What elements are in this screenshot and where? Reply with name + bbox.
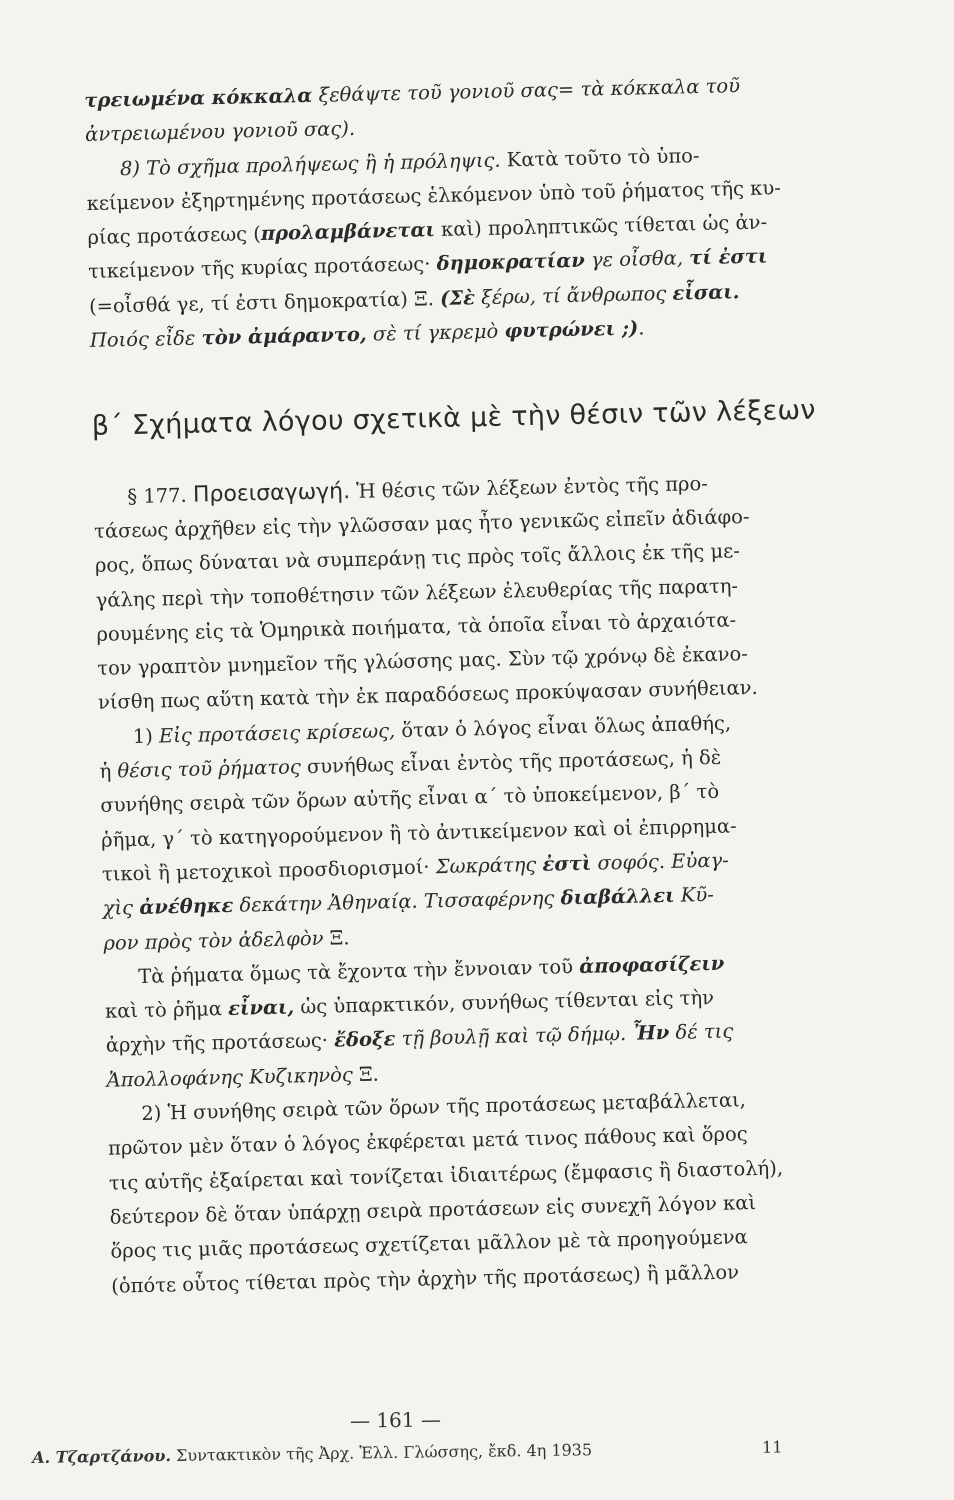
footer-title: Συντακτικὸν τῆς Ἀρχ. Ἑλλ. Γλώσσης, ἔκδ. 4η 1935	[170, 1440, 593, 1466]
text-segment: ἀρχὴν τῆς προτάσεως·	[105, 1028, 335, 1058]
text-segment: τις αὐτῆς ἐξαίρεται καὶ τονίζεται ἰδιαιτέρως (ἔμφασις ἢ διαστολή),	[108, 1156, 784, 1195]
text-segment: ἀντρειωμένου γονιοῦ σας).	[84, 117, 356, 147]
top-paragraph	[84, 68, 790, 358]
text-segment: γάλης περὶ τὴν τοποθέτησιν τῶν λέξεων ἐλευθερίας τῆς παρατη-	[95, 573, 739, 612]
text-segment: τί ἐστι	[688, 245, 768, 270]
text-segment: ὅρος τις μιᾶς προτάσεως σχετίζεται μᾶλλον μὲ τὰ προηγούμενα	[110, 1225, 748, 1263]
text-segment: Ἀπολλοφάνης Κυζικηνὸς	[106, 1062, 354, 1092]
text-segment: καὶ) προληπτικῶς τίθεται ὡς ἀν-	[434, 210, 768, 242]
text-segment: σὲ τί γκρεμὸ	[366, 319, 505, 346]
text-segment: δέ τις	[669, 1019, 734, 1045]
text-segment: τῇ βουλῇ καὶ τῷ δήμῳ.	[395, 1022, 633, 1051]
text-segment: ἀνέθηκε	[139, 894, 234, 920]
text-segment: ρον πρὸς τὸν ἀδελφὸν	[103, 926, 324, 955]
text-segment: ρος, ὅπως δύναται νὰ συμπεράνῃ τις πρὸς τοῖς ἄλλοις ἐκ τῆς με-	[94, 539, 741, 578]
text-segment: κείμενον ἐξηρτημένης προτάσεως ἑλκόμενον ὑπὸ τοῦ ῥήματος τῆς κυ-	[86, 176, 782, 215]
text-segment: ἡ	[99, 759, 118, 783]
text-segment: τρειωμένα κόκκαλα	[84, 83, 313, 112]
text-segment: τὸν ἀμάραντο,	[201, 322, 367, 350]
text-segment: δημοκρατίαν	[436, 249, 585, 276]
text-segment: ὡς ὑπαρκτικόν, συνήθως τίθενται εἰς τὴν	[293, 986, 715, 1019]
text-segment: συνήθης σειρὰ τῶν ὅρων αὐτῆς εἶναι α΄ τὸ ὑποκείμενον, β΄ τὸ	[100, 780, 720, 818]
text-segment: ἀποφασίζειν	[578, 951, 725, 978]
text-segment: Ξ.	[352, 1062, 380, 1086]
text-segment: πρῶτον μὲν ὅταν ὁ λόγος ἐκφέρεται μετά τινος πάθους καὶ ὅρος	[107, 1122, 748, 1161]
text-segment: σοφός. Εὐαγ-	[591, 848, 729, 875]
text-segment: καὶ τὸ ῥῆμα	[104, 997, 229, 1023]
text-segment: δεύτερον δὲ ὅταν ὑπάρχῃ σειρὰ προτάσεων εἰς συνεχῆ λόγον καὶ	[109, 1190, 757, 1229]
text-segment: (ὁπότε οὗτος τίθεται πρὸς τὴν ἀρχὴν τῆς προτάσεως) ἢ μᾶλλον	[111, 1259, 740, 1298]
page-text	[84, 68, 817, 1303]
footer-note	[32, 1437, 832, 1467]
text-segment: § 177.	[127, 483, 194, 508]
text-segment: τάσεως ἀρχῆθεν εἰς τὴν γλῶσσαν μας ἦτο γενικῶς εἰπεῖν ἀδιάφο-	[93, 504, 750, 543]
text-segment: ὅταν ὁ λόγος εἶναι ὅλως ἀπαθής,	[394, 711, 732, 742]
page-number: — 161 —	[349, 1407, 442, 1433]
text-segment: ξεθάψτε τοῦ γονιοῦ σας= τὰ κόκκαλα τοῦ	[311, 74, 741, 107]
main-paragraphs	[93, 465, 811, 1304]
text-segment: εἶναι,	[227, 995, 295, 1021]
footer-author: Α. Τζαρτζάνου.	[32, 1446, 172, 1467]
text-segment: Ἡ θέσις τῶν λέξεων ἐντὸς τῆς προ-	[349, 471, 709, 503]
text-segment: Προεισαγωγή.	[192, 478, 351, 508]
text-segment: Τὰ ῥήματα ὅμως τὰ ἔχοντα τὴν ἔννοιαν τοῦ	[137, 954, 580, 988]
text-segment: συνήθως εἶναι ἐντὸς τῆς προτάσεως, ἡ δὲ	[300, 745, 722, 779]
text-segment: Ποιός εἶδε	[89, 326, 202, 353]
text-segment: νίσθη πως αὕτη κατὰ τὴν ἐκ παραδόσεως προκύψασαν συνήθειαν.	[97, 676, 758, 715]
text-segment: τικοὶ ἢ μετοχικοὶ προσδιορισμοί·	[101, 855, 437, 886]
footer-sheet-number: 11	[761, 1437, 783, 1457]
text-segment: δεκάτην Ἀθηναίᾳ. Τισσαφέρνης	[233, 886, 561, 918]
text-segment: ῥῆμα, γ΄ τὸ κατηγορούμενον ἢ τὸ ἀντικείμενον καὶ οἱ ἐπιρρημα-	[100, 814, 737, 852]
text-segment: Σωκράτης	[435, 852, 543, 879]
text-segment: Ξ.	[323, 925, 350, 950]
text-segment: εἶσαι.	[672, 279, 740, 305]
text-segment: γε οἶσθα,	[584, 246, 690, 273]
text-segment: θέσις τοῦ ῥήματος	[117, 755, 302, 783]
text-segment: ἐστὶ	[542, 851, 592, 876]
text-segment: χὶς	[102, 896, 140, 921]
text-segment: τικείμενον τῆς κυρίας προτάσεως·	[88, 252, 437, 284]
text-segment: (Σὲ	[439, 285, 476, 310]
text-segment: Κῦ-	[674, 883, 715, 908]
text-segment: (=οἶσθά γε, τί ἐστι δημοκρατία) Ξ.	[88, 286, 441, 318]
text-segment: ξέρω, τί ἄνθρωπος	[474, 281, 673, 309]
text-segment: διαβάλλει	[560, 884, 675, 910]
text-segment: φυτρώνει ;)	[504, 316, 639, 343]
section-heading: β΄ Σχήματα λόγου σχετικὰ μὲ τὴν θέσιν τῶν λέξεων	[91, 394, 817, 443]
text-segment: .	[638, 316, 645, 340]
text-segment: Ἦν	[632, 1021, 670, 1046]
text-segment: προλαμβάνεται	[260, 218, 436, 246]
text-segment: ρίας προτάσεως (	[87, 222, 262, 250]
text-segment: Κατὰ τοῦτο τὸ ὑπο-	[500, 143, 700, 172]
text-segment: 2) Ἡ συνήθης σειρὰ τῶν ὅρων τῆς προτάσεως μεταβάλλεται,	[141, 1088, 747, 1125]
text-segment: τον γραπτὸν μνημεῖον τῆς γλώσσης μας. Σὺν τῷ χρόνῳ δὲ ἐκανο-	[97, 642, 749, 681]
text-segment: 8) Τὸ σχῆμα προλήψεως ἢ ἡ πρόληψις.	[119, 148, 501, 180]
text-segment: Εἰς προτάσεις κρίσεως,	[158, 718, 396, 748]
text-segment: ἔδοξε	[333, 1027, 396, 1052]
text-segment: 1)	[132, 724, 160, 748]
text-segment: ρουμένης εἰς τὰ Ὁμηρικὰ ποιήματα, τὰ ὁποῖα εἶναι τὸ ἀρχαιότα-	[96, 608, 737, 646]
